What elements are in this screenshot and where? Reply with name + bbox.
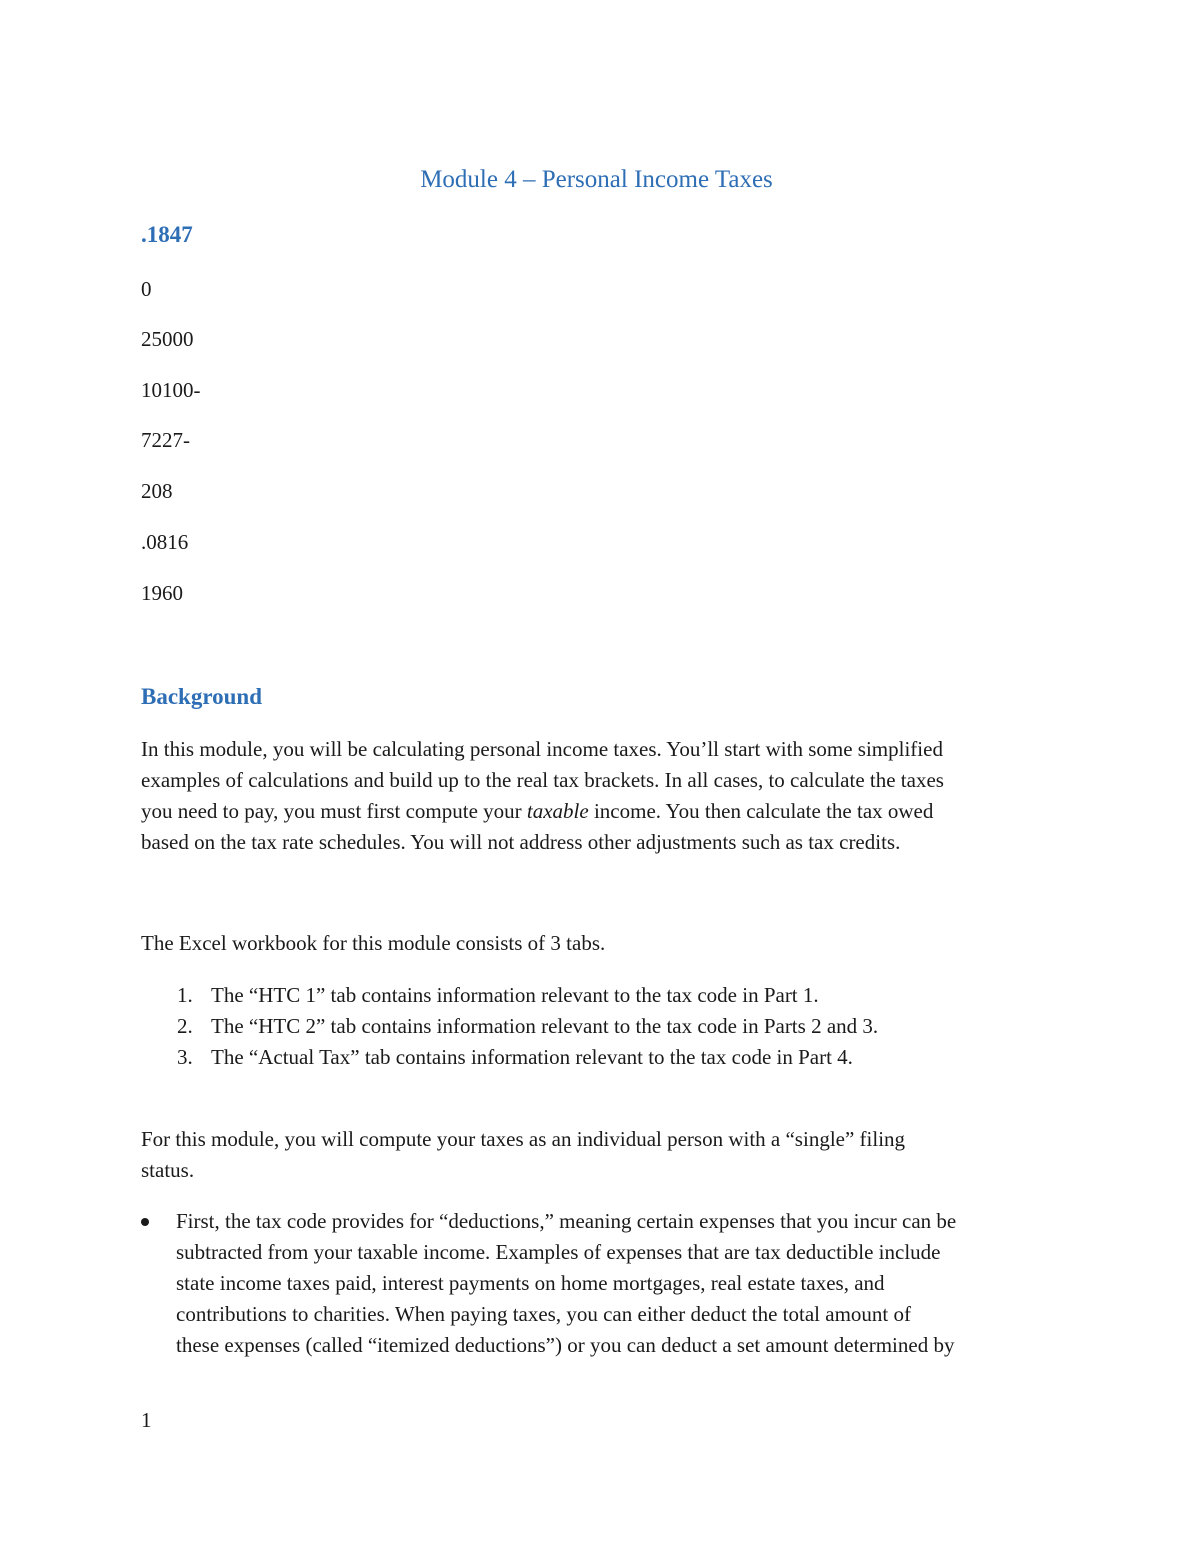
number-line: 0 <box>141 277 152 301</box>
paragraph-line: status. <box>141 1158 195 1182</box>
tabs-list <box>141 980 1061 1073</box>
number-line: 7227- <box>141 428 190 452</box>
emphasis-taxable: taxable <box>526 799 589 823</box>
page-number: 1 <box>141 1408 152 1432</box>
paragraph-line: based on the tax rate schedules. You will not address other adjustments such as tax credits. <box>141 830 901 854</box>
paragraph-line: examples of calculations and build up to the real tax brackets. In all cases, to calculate the taxes <box>141 768 944 792</box>
number-line: 1960 <box>141 581 183 605</box>
bullet-line: subtracted from your taxable income. Examples of expenses that are tax deductible include <box>176 1240 941 1264</box>
list-item-text: The “HTC 1” tab contains information relevant to the tax code in Part 1. <box>211 983 819 1007</box>
number-line: 10100- <box>141 378 201 402</box>
paragraph-line: you need to pay, you must first compute your taxable income. You then calculate the tax owed <box>141 799 934 823</box>
bullet-icon <box>141 1218 149 1226</box>
workbook-paragraph: The Excel workbook for this module consists of 3 tabs. <box>141 931 606 955</box>
top-heading: .1847 <box>141 222 193 247</box>
background-paragraph <box>141 734 1061 858</box>
bullet-text <box>176 1206 956 1361</box>
list-item <box>141 1042 1061 1073</box>
bullet-line: contributions to charities. When paying taxes, you can either deduct the total amount of <box>176 1302 911 1326</box>
paragraph-line: In this module, you will be calculating personal income taxes. You’ll start with some simplified <box>141 737 943 761</box>
paragraph-line: For this module, you will compute your taxes as an individual person with a “single” filing <box>141 1127 906 1151</box>
bullet-line: state income taxes paid, interest payments on home mortgages, real estate taxes, and <box>176 1271 885 1295</box>
list-item-text: The “Actual Tax” tab contains information relevant to the tax code in Part 4. <box>211 1045 853 1069</box>
number-line: 25000 <box>141 327 194 351</box>
bullet-line: First, the tax code provides for “deductions,” meaning certain expenses that you incur can be <box>176 1209 957 1233</box>
list-marker: 2. <box>177 1014 193 1038</box>
bullet-line: these expenses (called “itemized deductions”) or you can deduct a set amount determined by <box>176 1333 955 1357</box>
section-heading-background: Background <box>141 684 263 709</box>
document-title: Module 4 – Personal Income Taxes <box>420 166 773 193</box>
list-item <box>141 1011 1061 1042</box>
number-line: .0816 <box>141 530 189 554</box>
filing-status-paragraph <box>141 1124 1061 1186</box>
list-marker: 1. <box>177 983 193 1007</box>
number-line: 208 <box>141 479 173 503</box>
list-item-text: The “HTC 2” tab contains information relevant to the tax code in Parts 2 and 3. <box>211 1014 879 1038</box>
list-marker: 3. <box>177 1045 193 1069</box>
list-item <box>141 980 1061 1011</box>
